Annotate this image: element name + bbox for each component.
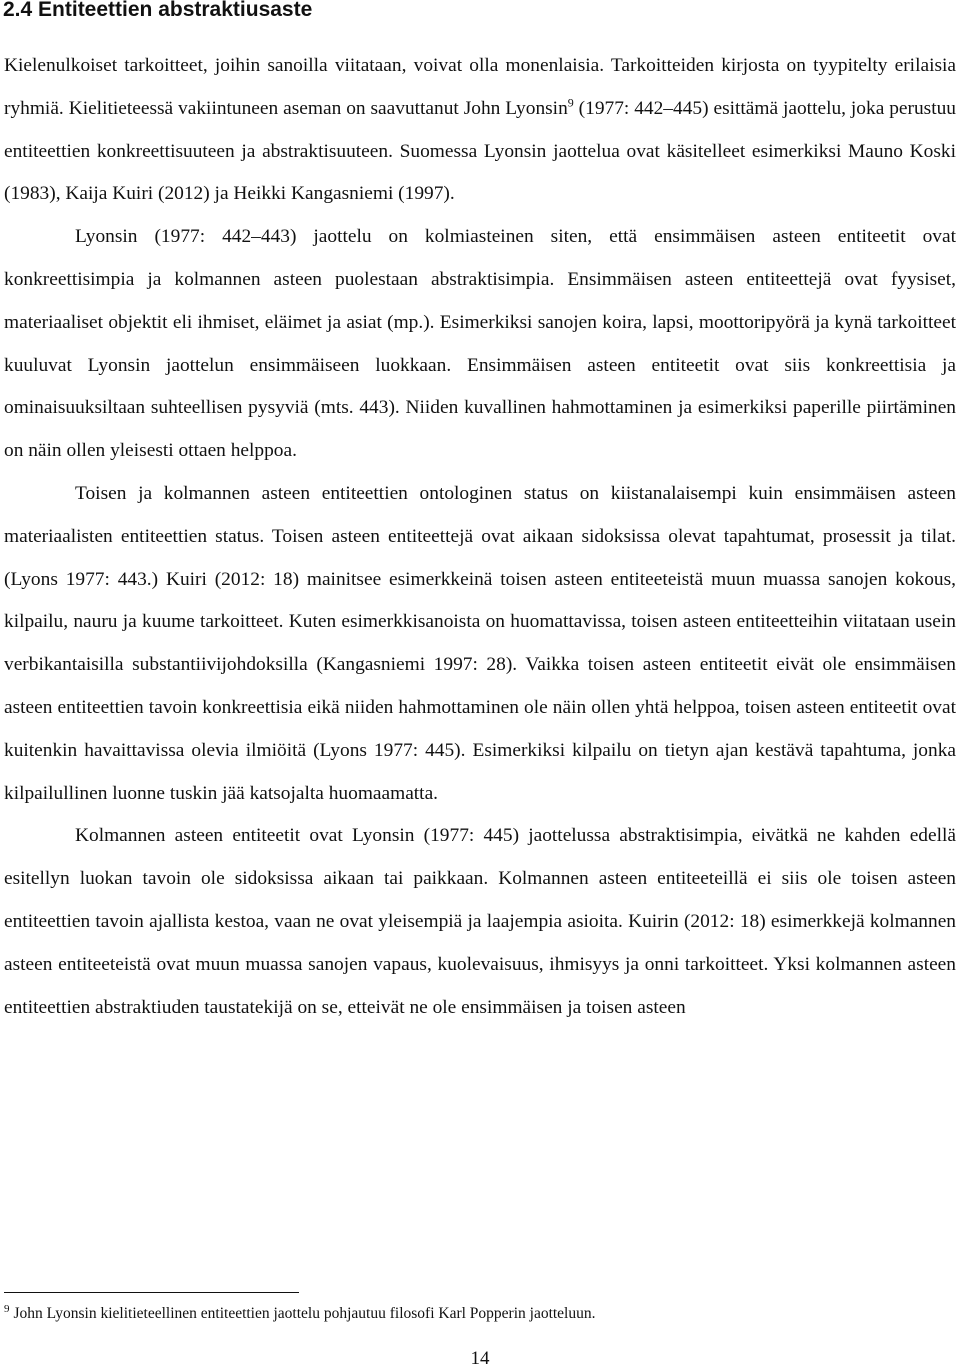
footnote-text: John Lyonsin kielitieteellinen entiteettien jaottelu pohjautuu filosofi Karl Popperin jaotteluun.: [13, 1305, 596, 1322]
footnote-mark: 9: [4, 1302, 10, 1315]
paragraph-1-text: Kielenulkoiset tarkoitteet, joihin sanoilla viitataan, voivat olla monenlaisia. Tarkoitteiden kirjosta on tyypitelty erilaisia ryhmiä. Kielitieteessä vakiintuneen aseman on saavuttanut John Lyonsin: [4, 55, 956, 119]
page-number: 14: [470, 1348, 490, 1369]
paragraph-1: [4, 45, 956, 216]
footnote: [4, 1304, 596, 1324]
paragraph-4: Kolmannen asteen entiteetit ovat Lyonsin (1977: 445) jaottelussa abstraktisimpia, eivätkä ne kahden edellä esitellyn luokan tavoin ole sidoksissa aikaan tai paikkaan. Kolmannen asteen entiteeteillä ei siis ole toisen asteen entiteettien tavoin ajallista kestoa, vaan ne ovat yleisempiä ja laajempia asioita. Kuirin (2012: 18) esimerkkejä kolmannen asteen entiteeteistä ovat muun muassa sanojen vapaus, kuolevaisuus, ihmisyys ja onni tarkoitteet. Yksi kolmannen asteen entiteettien abstraktiuden taustatekijä on se, etteivät ne ole ensimmäisen ja toisen asteen: [4, 825, 956, 1018]
paragraph-3: Toisen ja kolmannen asteen entiteettien ontologinen status on kiistanalaisempi kuin ensimmäisen asteen materiaalisten entiteettien status. Toisen asteen entiteettejä ovat aikaan sidoksissa olevat tapahtumat, prosessit ja tilat. (Lyons 1977: 443.) Kuiri (2012: 18) mainitsee esimerkkeinä toisen asteen entiteeteistä muun muassa sanojen kokous, kilpailu, nauru ja kuume tarkoitteet. Kuten esimerkkisanoista on huomattavissa, toisen asteen entiteetteihin viitataan usein verbikantaisilla substantiivijohdoksilla (Kangasniemi 1997: 28). Vaikka toisen asteen entiteetit eivät ole ensimmäisen asteen entiteettien tavoin konkreettisia eikä niiden hahmottaminen ole näin ollen yhtä helppoa, toisen asteen entiteetit ovat kuitenkin havaittavissa olevia ilmiöitä (Lyons 1977: 445). Esimerkiksi kilpailu on tietyn ajan kestävä tapahtuma, jonka kilpailullinen luonne tuskin jää katsojalta huomaamatta.: [4, 482, 956, 804]
paragraph-2: Lyonsin (1977: 442–443) jaottelu on kolmiasteinen siten, että ensimmäisen asteen entiteetit ovat konkreettisimpia ja kolmannen asteen puolestaan abstraktisimpia. Ensimmäisen asteen entiteettejä ovat fyysiset, materiaaliset objektit eli ihmiset, eläimet ja asiat (mp.). Esimerkiksi sanojen koira, lapsi, moottoripyörä ja kynä tarkoitteet kuuluvat Lyonsin jaottelun ensimmäiseen luokkaan. Ensimmäisen asteen entiteetit ovat siis konkreettisia ja ominaisuuksiltaan suhteellisen pysyviä (mts. 443). Niiden kuvallinen hahmottaminen ja esimerkiksi paperille piirtäminen on näin ollen yleisesti ottaen helppoa.: [4, 226, 956, 462]
section-heading: 2.4 Entiteettien abstraktiusaste: [3, 0, 313, 21]
paragraph-1-text-continued: (1977: 442–445) esittämä jaottelu, joka perustuu entiteettien konkreettisuuteen ja abstraktisuuteen. Suomessa Lyonsin jaottelua ovat käsitelleet esimerkiksi Mauno Koski (1983), Kaija Kuiri (2012) ja Heikki Kangasniemi (1997).: [4, 97, 956, 205]
body-text: [4, 45, 956, 1029]
footnote-divider: [4, 1292, 299, 1293]
footnote-reference[interactable]: 9: [567, 95, 574, 110]
